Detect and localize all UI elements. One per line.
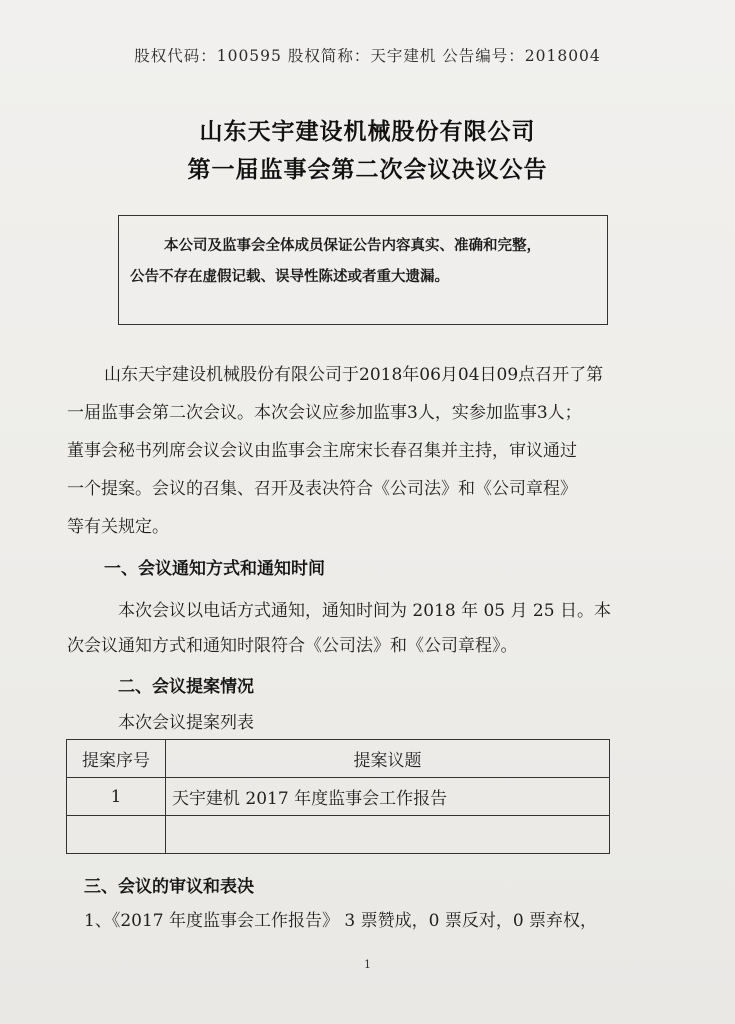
intro-line-5: 等有关规定。 bbox=[67, 517, 169, 537]
statement-line-1: 本公司及监事会全体成员保证公告内容真实、准确和完整， bbox=[164, 238, 541, 254]
intro-line-4: 一个提案。会议的召集、召开及表决符合《公司法》和《公司章程》 bbox=[67, 479, 577, 499]
section-heading-proposals: 二、会议提案情况 bbox=[118, 677, 254, 697]
notice-method-line-1: 本次会议以电话方式通知，通知时间为 2018 年 05 月 25 日。本 bbox=[118, 601, 611, 621]
proposal-number-cell bbox=[67, 816, 166, 854]
intro-line-2: 一届监事会第二次会议。本次会议应参加监事3人，实参加监事3人； bbox=[67, 403, 582, 423]
table-row bbox=[67, 816, 610, 854]
section-heading-review: 三、会议的审议和表决 bbox=[84, 877, 254, 897]
vote-result-line: 1、《2017 年度监事会工作报告》 3 票赞成，0 票反对，0 票弃权， bbox=[84, 911, 598, 931]
proposal-topic-cell bbox=[166, 816, 610, 854]
section-heading-notice: 一、会议通知方式和通知时间 bbox=[104, 559, 325, 579]
proposal-table-caption: 本次会议提案列表 bbox=[118, 713, 254, 733]
page-number: 1 bbox=[364, 958, 371, 971]
document-title-meeting: 第一届监事会第二次会议决议公告 bbox=[187, 157, 548, 183]
proposal-topic-cell: 天宇建机 2017 年度监事会工作报告 bbox=[166, 778, 610, 816]
table-header-row bbox=[67, 740, 610, 778]
document-title-company: 山东天宇建设机械股份有限公司 bbox=[199, 119, 536, 145]
table-row bbox=[67, 778, 610, 816]
proposal-table bbox=[66, 739, 610, 854]
stock-code-line: 股权代码：100595 股权简称：天宇建机 公告编号：2018004 bbox=[134, 47, 601, 65]
intro-line-1: 山东天宇建设机械股份有限公司于2018年06月04日09点召开了第 bbox=[104, 365, 604, 385]
column-header-topic: 提案议题 bbox=[166, 740, 610, 778]
statement-line-2: 公告不存在虚假记载、误导性陈述或者重大遗漏。 bbox=[130, 269, 449, 285]
proposal-number-cell: 1 bbox=[67, 778, 166, 816]
intro-line-3: 董事会秘书列席会议会议由监事会主席宋长春召集并主持，审议通过 bbox=[67, 441, 577, 461]
notice-method-line-2: 次会议通知方式和通知时限符合《公司法》和《公司章程》。 bbox=[67, 636, 518, 656]
column-header-number: 提案序号 bbox=[67, 740, 166, 778]
